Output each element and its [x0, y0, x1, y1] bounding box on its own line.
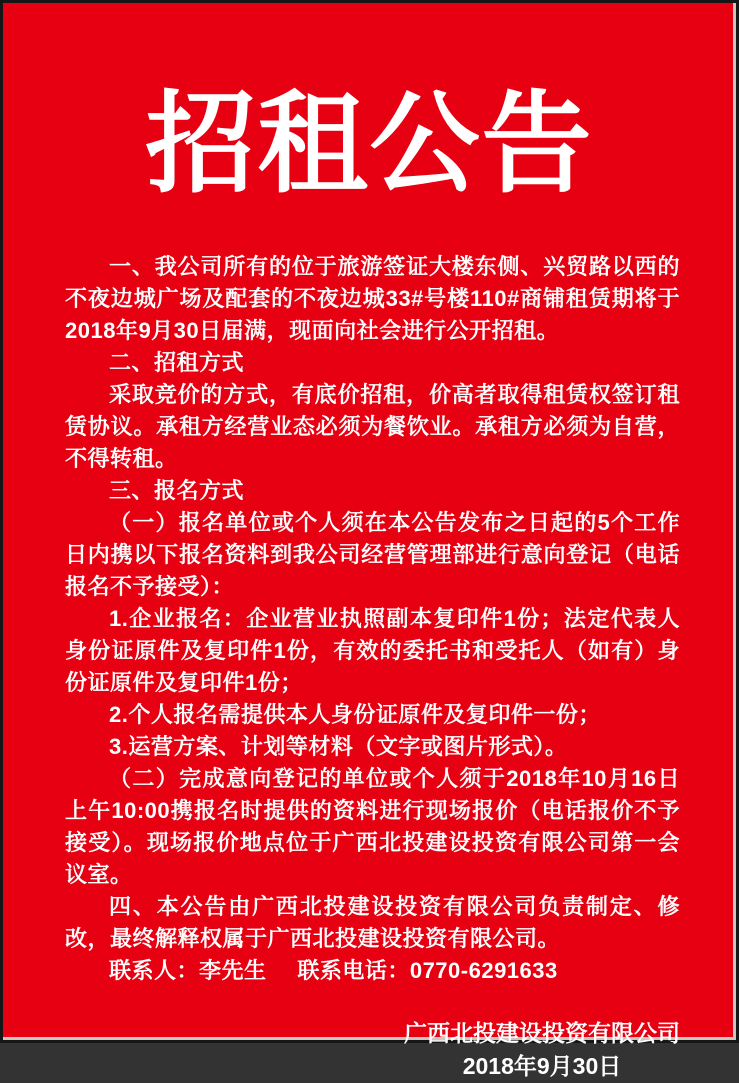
- contact-line: [65, 955, 680, 987]
- signature-date: 2018年9月30日: [462, 1053, 622, 1079]
- para-operation-plan: 3.运营方案、计划等材料（文字或图片形式）。: [109, 734, 568, 759]
- section-heading-registration: 三、报名方式: [109, 478, 245, 503]
- para-onsite-bidding: （二）完成意向登记的单位或个人须于2018年10月16日上午10:00携报名时提供的资料进行现场报价（电话报价不予接受）。现场报价地点位于广西北投建设投资有限公司第一会议室。: [65, 766, 680, 887]
- contact-person: 联系人：李先生: [109, 958, 267, 983]
- para-final-interpretation: 四、本公告由广西北投建设投资有限公司负责制定、修改，最终解释权属于广西北投建设投资有限公司。: [65, 894, 680, 951]
- para-rental-method: 采取竞价的方式，有底价招租，价高者取得租赁权签订租赁协议。承租方经营业态必须为餐饮业。承租方必须为自营，不得转租。: [65, 382, 680, 471]
- poster-title: 招租公告: [145, 79, 594, 208]
- announcement-body: [65, 251, 680, 987]
- signature-company: 广西北投建设投资有限公司: [404, 1020, 680, 1046]
- para-enterprise-documents: 1.企业报名：企业营业执照副本复印件1份；法定代表人身份证原件及复印件1份，有效的委托书和受托人（如有）身份证原件及复印件1份；: [65, 606, 680, 695]
- signature-block: [3, 1017, 680, 1083]
- para-property-intro: 一、我公司所有的位于旅游签证大楼东侧、兴贸路以西的不夜边城广场及配套的不夜边城33#号楼110#商铺租赁期将于2018年9月30日届满，现面向社会进行公开招租。: [65, 254, 680, 343]
- para-registration-procedure: （一）报名单位或个人须在本公告发布之日起的5个工作日内携以下报名资料到我公司经营管理部进行意向登记（电话报名不予接受）：: [65, 510, 680, 599]
- signature-inner: [404, 1017, 680, 1083]
- section-heading-rental-method: 二、招租方式: [109, 350, 245, 375]
- para-individual-documents: 2.个人报名需提供本人身份证原件及复印件一份；: [109, 702, 601, 727]
- contact-phone: 联系电话：0770-6291633: [297, 958, 558, 983]
